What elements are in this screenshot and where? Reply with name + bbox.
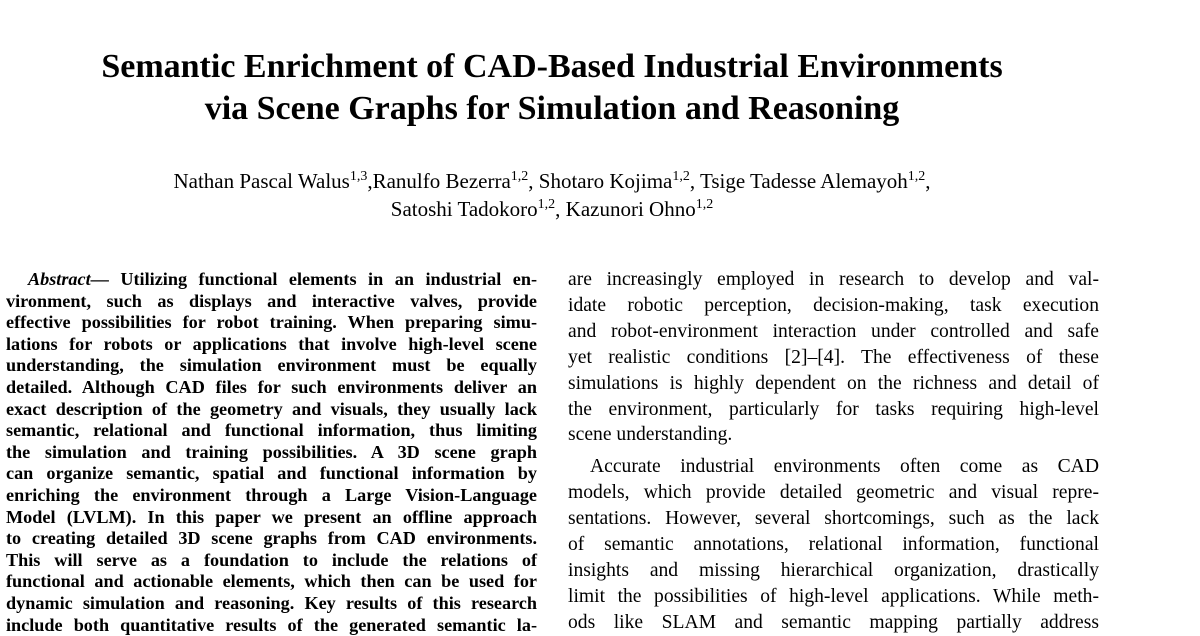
body-line: idate robotic perception, decision-making, task execution — [568, 293, 1099, 319]
abstract-line: include both quantitative results of the generated semantic la- — [6, 615, 537, 636]
body-line: insights and missing hierarchical organization, drastically — [568, 558, 1099, 584]
author-affiliation: 1,2 — [538, 197, 556, 212]
author-name: Shotaro Kojima — [539, 169, 673, 193]
abstract-line: vironment, such as displays and interactive valves, provide — [6, 291, 537, 313]
intro-column — [568, 267, 1099, 636]
author-separator: , — [367, 169, 372, 193]
abstract-line: dynamic simulation and reasoning. Key results of this research — [6, 593, 537, 615]
author-affiliation: 1,2 — [511, 169, 529, 184]
abstract-line: effective possibilities for robot training. When preparing simu- — [6, 312, 537, 334]
author-line-1 — [0, 167, 1104, 195]
abstract-column — [6, 269, 537, 636]
abstract-line: Model (LVLM). In this paper we present an offline approach — [6, 507, 537, 529]
author-separator: , — [690, 169, 700, 193]
abstract-label: Abstract — [28, 269, 91, 289]
body-line: of semantic annotations, relational information, functional — [568, 532, 1099, 558]
title-line-2: via Scene Graphs for Simulation and Reasoning — [0, 88, 1104, 130]
abstract-line: understanding, the simulation environment must be equally — [6, 355, 537, 377]
body-line: and robot-environment interaction under controlled and safe — [568, 319, 1099, 345]
body-line: sentations. However, several shortcomings, such as the lack — [568, 506, 1099, 532]
abstract-line: This will serve as a foundation to include the relations of — [6, 550, 537, 572]
body-line: the environment, particularly for tasks requiring high-level — [568, 397, 1099, 423]
body-line: limit the possibilities of high-level applications. While meth- — [568, 584, 1099, 610]
title-line-1: Semantic Enrichment of CAD-Based Industrial Environments — [0, 46, 1104, 88]
author-affiliation: 1,2 — [672, 169, 690, 184]
body-line: models, which provide detailed geometric and visual repre- — [568, 480, 1099, 506]
author-line-2 — [0, 195, 1104, 223]
abstract-line-text: Utilizing functional elements in an industrial en- — [109, 269, 537, 289]
abstract-line: functional and actionable elements, which then can be used for — [6, 571, 537, 593]
abstract-dash: — — [91, 269, 109, 289]
author-separator: , — [925, 169, 930, 193]
abstract-line: the simulation and training possibilities. A 3D scene graph — [6, 442, 537, 464]
author-separator: , — [528, 169, 539, 193]
abstract-line: enriching the environment through a Large Vision-Language — [6, 485, 537, 507]
author-list — [0, 167, 1104, 223]
author-name: Tsige Tadesse Alemayoh — [700, 169, 908, 193]
author-separator: , — [555, 197, 566, 221]
paper-title — [0, 46, 1104, 130]
abstract-line: detailed. Although CAD files for such environments deliver an — [6, 377, 537, 399]
body-line: simulations is highly dependent on the richness and detail of — [568, 371, 1099, 397]
body-line: are increasingly employed in research to develop and val- — [568, 267, 1099, 293]
author-name: Nathan Pascal Walus — [173, 169, 349, 193]
author-affiliation: 1,3 — [350, 169, 368, 184]
abstract-line: semantic, relational and functional information, thus limiting — [6, 420, 537, 442]
body-line: yet realistic conditions [2]–[4]. The effectiveness of these — [568, 345, 1099, 371]
body-line: Accurate industrial environments often come as CAD — [568, 454, 1099, 480]
author-affiliation: 1,2 — [696, 197, 714, 212]
author-name: Ranulfo Bezerra — [373, 169, 511, 193]
body-line: scene understanding. — [568, 422, 1099, 448]
author-name: Kazunori Ohno — [566, 197, 696, 221]
body-line: ods like SLAM and semantic mapping partially address — [568, 610, 1099, 636]
abstract-line: can organize semantic, spatial and functional information by — [6, 463, 537, 485]
author-name: Satoshi Tadokoro — [391, 197, 538, 221]
abstract-line: exact description of the geometry and visuals, they usually lack — [6, 399, 537, 421]
abstract-line: to creating detailed 3D scene graphs from CAD environments. — [6, 528, 537, 550]
author-affiliation: 1,2 — [908, 169, 926, 184]
abstract-line — [6, 269, 537, 291]
abstract-line: lations for robots or applications that involve high-level scene — [6, 334, 537, 356]
